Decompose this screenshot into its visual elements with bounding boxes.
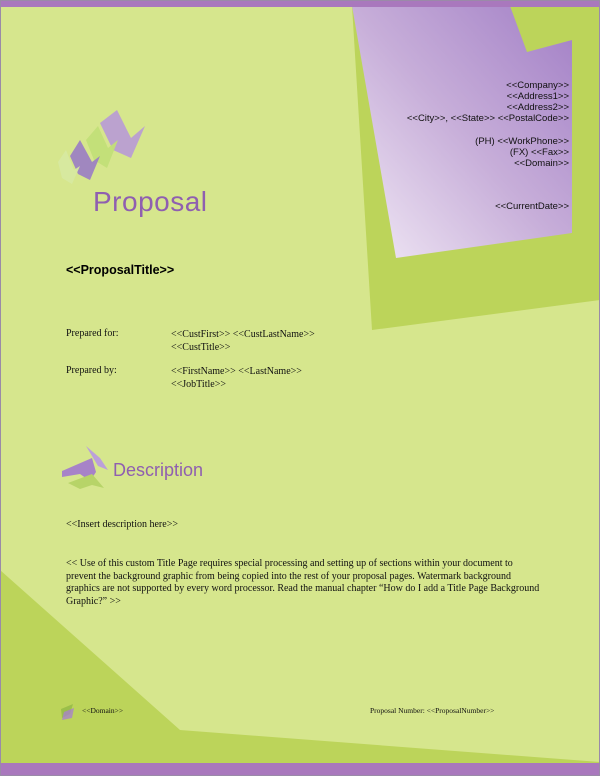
- prepared-by-name: <<FirstName>> <<LastName>>: [171, 366, 302, 377]
- prepared-for-label: Prepared for:: [66, 328, 119, 339]
- phone-field: (PH) <<WorkPhone>>: [475, 136, 569, 147]
- footer-proposal-number: Proposal Number: <<ProposalNumber>>: [370, 706, 495, 715]
- description-note: << Use of this custom Title Page requires special processing and setting up of sections within your document to prevent the background graphic from being copied into the rest of your proposal pages. Watermark background graphics are not supported by every word processor. Read the manual chapter “How do I add a Title Page Background Graphic?” >>: [66, 558, 540, 607]
- logo-title: Proposal: [93, 186, 208, 217]
- address2-field: <<Address2>>: [506, 102, 569, 113]
- address1-field: <<Address1>>: [506, 91, 569, 102]
- prepared-for-name: <<CustFirst>> <<CustLastName>>: [171, 329, 315, 340]
- prepared-by-title: <<JobTitle>>: [171, 379, 226, 390]
- fax-field: (FX) <<Fax>>: [509, 147, 569, 158]
- city-state-zip-field: <<City>>, <<State>> <<PostalCode>>: [406, 113, 569, 124]
- proposal-title: <<ProposalTitle>>: [66, 263, 175, 277]
- current-date-field: <<CurrentDate>>: [495, 201, 569, 212]
- bottom-band: [0, 763, 600, 776]
- top-band: [0, 0, 600, 7]
- prepared-by-label: Prepared by:: [66, 365, 117, 376]
- domain-field: <<Domain>>: [514, 158, 569, 169]
- prepared-for-title: <<CustTitle>>: [171, 342, 231, 353]
- description-heading: Description: [113, 460, 204, 480]
- description-placeholder: <<Insert description here>>: [66, 519, 178, 530]
- footer-domain: <<Domain>>: [82, 706, 124, 715]
- company-field: <<Company>>: [506, 80, 569, 91]
